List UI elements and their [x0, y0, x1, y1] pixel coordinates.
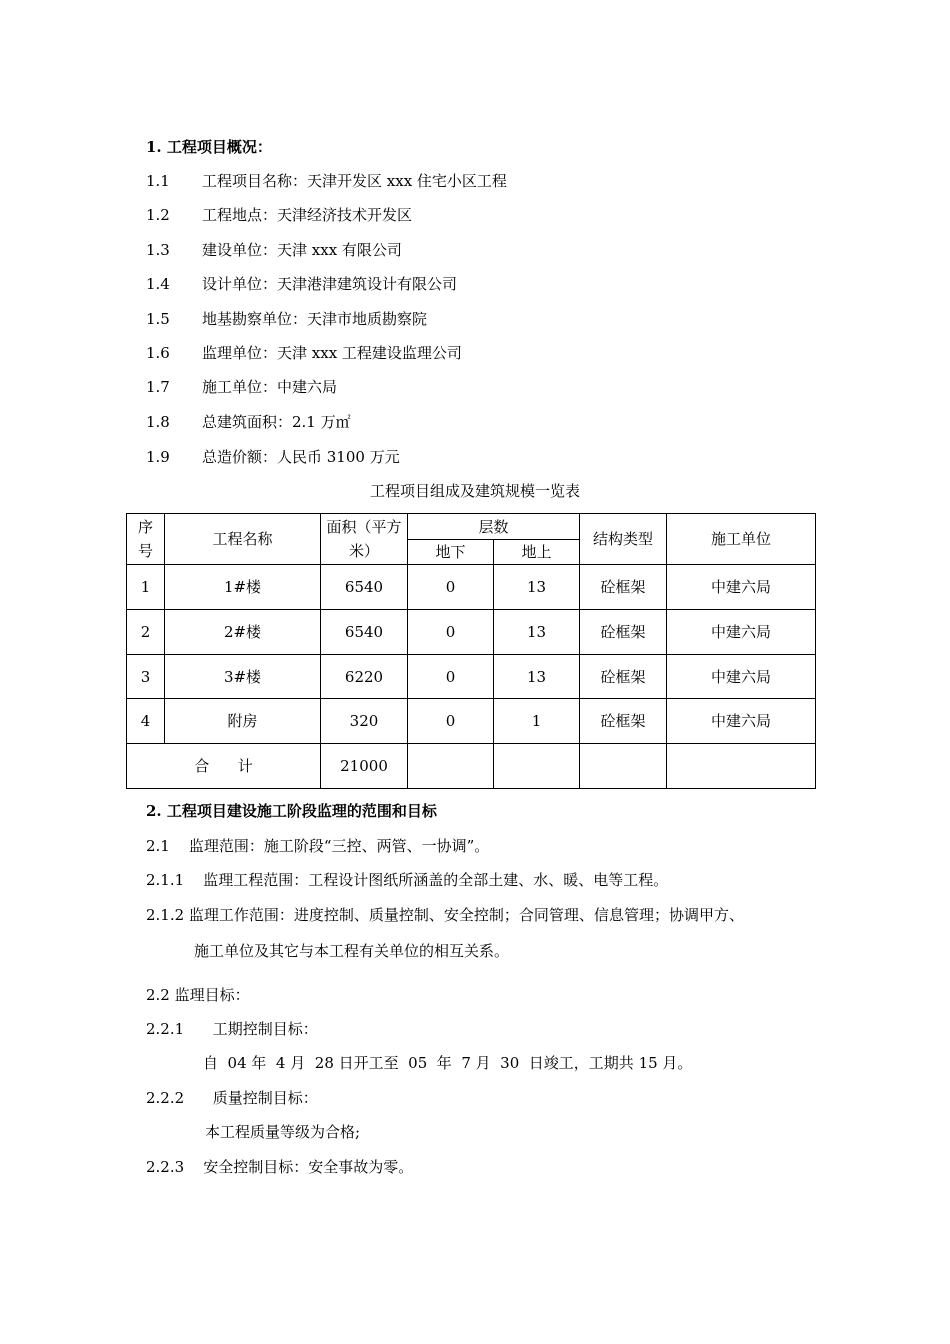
para-2-2-2: 2.2.2 质量控制目标：: [146, 1089, 318, 1107]
para-2-2-3: 2.2.3 安全控制目标：安全事故为零。: [146, 1158, 414, 1176]
header-above: 地上: [494, 540, 580, 565]
table-row: [127, 565, 816, 610]
cell-below: 0: [408, 565, 494, 610]
cell-name: 附房: [165, 699, 321, 744]
table-row: [127, 655, 816, 699]
cell-seq: 3: [127, 655, 165, 699]
cell-area: 6220: [321, 655, 408, 699]
section1-heading: 1. 工程项目概况：: [146, 138, 272, 156]
total-area: 21000: [321, 744, 408, 789]
cell-above: 13: [494, 655, 580, 699]
para-2-1-2-line1: 2.1.2 监理工作范围：进度控制、质量控制、安全控制；合同管理、信息管理；协调甲方、: [146, 906, 744, 924]
cell-name: 1#楼: [165, 565, 321, 610]
item-1-2: 1.2 工程地点：天津经济技术开发区: [146, 206, 413, 224]
header-area: 面积（平方米）: [321, 514, 408, 565]
cell-structure: 砼框架: [580, 565, 667, 610]
cell-name: 2#楼: [165, 610, 321, 655]
cell-name: 3#楼: [165, 655, 321, 699]
item-1-1: 1.1 工程项目名称：天津开发区 xxx 住宅小区工程: [146, 172, 507, 190]
header-contractor: 施工单位: [667, 514, 816, 565]
cell-contractor: 中建六局: [667, 655, 816, 699]
cell-above: 13: [494, 610, 580, 655]
para-2-1-2-line2: 施工单位及其它与本工程有关单位的相互关系。: [194, 942, 510, 960]
project-table: [126, 513, 816, 789]
cell-area: 6540: [321, 565, 408, 610]
cell-below: 0: [408, 610, 494, 655]
cell-structure: 砼框架: [580, 610, 667, 655]
cell-contractor: 中建六局: [667, 565, 816, 610]
para-2-2-1-detail: 自 04 年 4 月 28 日开工至 05 年 7 月 30 日竣工，工期共 15 月。: [203, 1054, 693, 1072]
cell-below: 0: [408, 699, 494, 744]
para-2-1: 2.1 监理范围：施工阶段“三控、两管、一协调”。: [146, 837, 490, 855]
cell-seq: 2: [127, 610, 165, 655]
header-name: 工程名称: [165, 514, 321, 565]
cell-seq: 1: [127, 565, 165, 610]
item-1-9: 1.9 总造价额：人民币 3100 万元: [146, 448, 400, 466]
section2-heading: 2. 工程项目建设施工阶段监理的范围和目标: [146, 802, 437, 820]
cell-above: 13: [494, 565, 580, 610]
item-1-5: 1.5 地基勘察单位：天津市地质勘察院: [146, 310, 428, 328]
table-row: [127, 610, 816, 655]
total-row: [127, 744, 816, 789]
total-label: 合 计: [127, 744, 321, 789]
cell-contractor: 中建六局: [667, 699, 816, 744]
header-below: 地下: [408, 540, 494, 565]
cell-area: 320: [321, 699, 408, 744]
total-empty: [667, 744, 816, 789]
cell-contractor: 中建六局: [667, 610, 816, 655]
para-2-2: 2.2 监理目标：: [146, 986, 250, 1004]
para-2-1-1: 2.1.1 监理工程范围：工程设计图纸所涵盖的全部土建、水、暖、电等工程。: [146, 871, 669, 889]
total-empty: [408, 744, 494, 789]
cell-structure: 砼框架: [580, 699, 667, 744]
item-1-4: 1.4 设计单位：天津港津建筑设计有限公司: [146, 275, 458, 293]
cell-above: 1: [494, 699, 580, 744]
table-caption: 工程项目组成及建筑规模一览表: [369, 482, 580, 500]
header-floors: 层数: [408, 514, 580, 540]
para-2-2-1: 2.2.1 工期控制目标：: [146, 1020, 318, 1038]
item-1-8: 1.8 总建筑面积：2.1 万㎡: [146, 413, 351, 431]
cell-below: 0: [408, 655, 494, 699]
item-1-3: 1.3 建设单位：天津 xxx 有限公司: [146, 241, 402, 259]
cell-structure: 砼框架: [580, 655, 667, 699]
total-empty: [580, 744, 667, 789]
item-1-6: 1.6 监理单位：天津 xxx 工程建设监理公司: [146, 344, 462, 362]
para-2-2-2-detail: 本工程质量等级为合格;: [205, 1123, 361, 1141]
item-1-7: 1.7 施工单位：中建六局: [146, 378, 338, 396]
cell-seq: 4: [127, 699, 165, 744]
total-empty: [494, 744, 580, 789]
cell-area: 6540: [321, 610, 408, 655]
header-seq: 序号: [127, 514, 165, 565]
table-row: [127, 699, 816, 744]
header-structure: 结构类型: [580, 514, 667, 565]
